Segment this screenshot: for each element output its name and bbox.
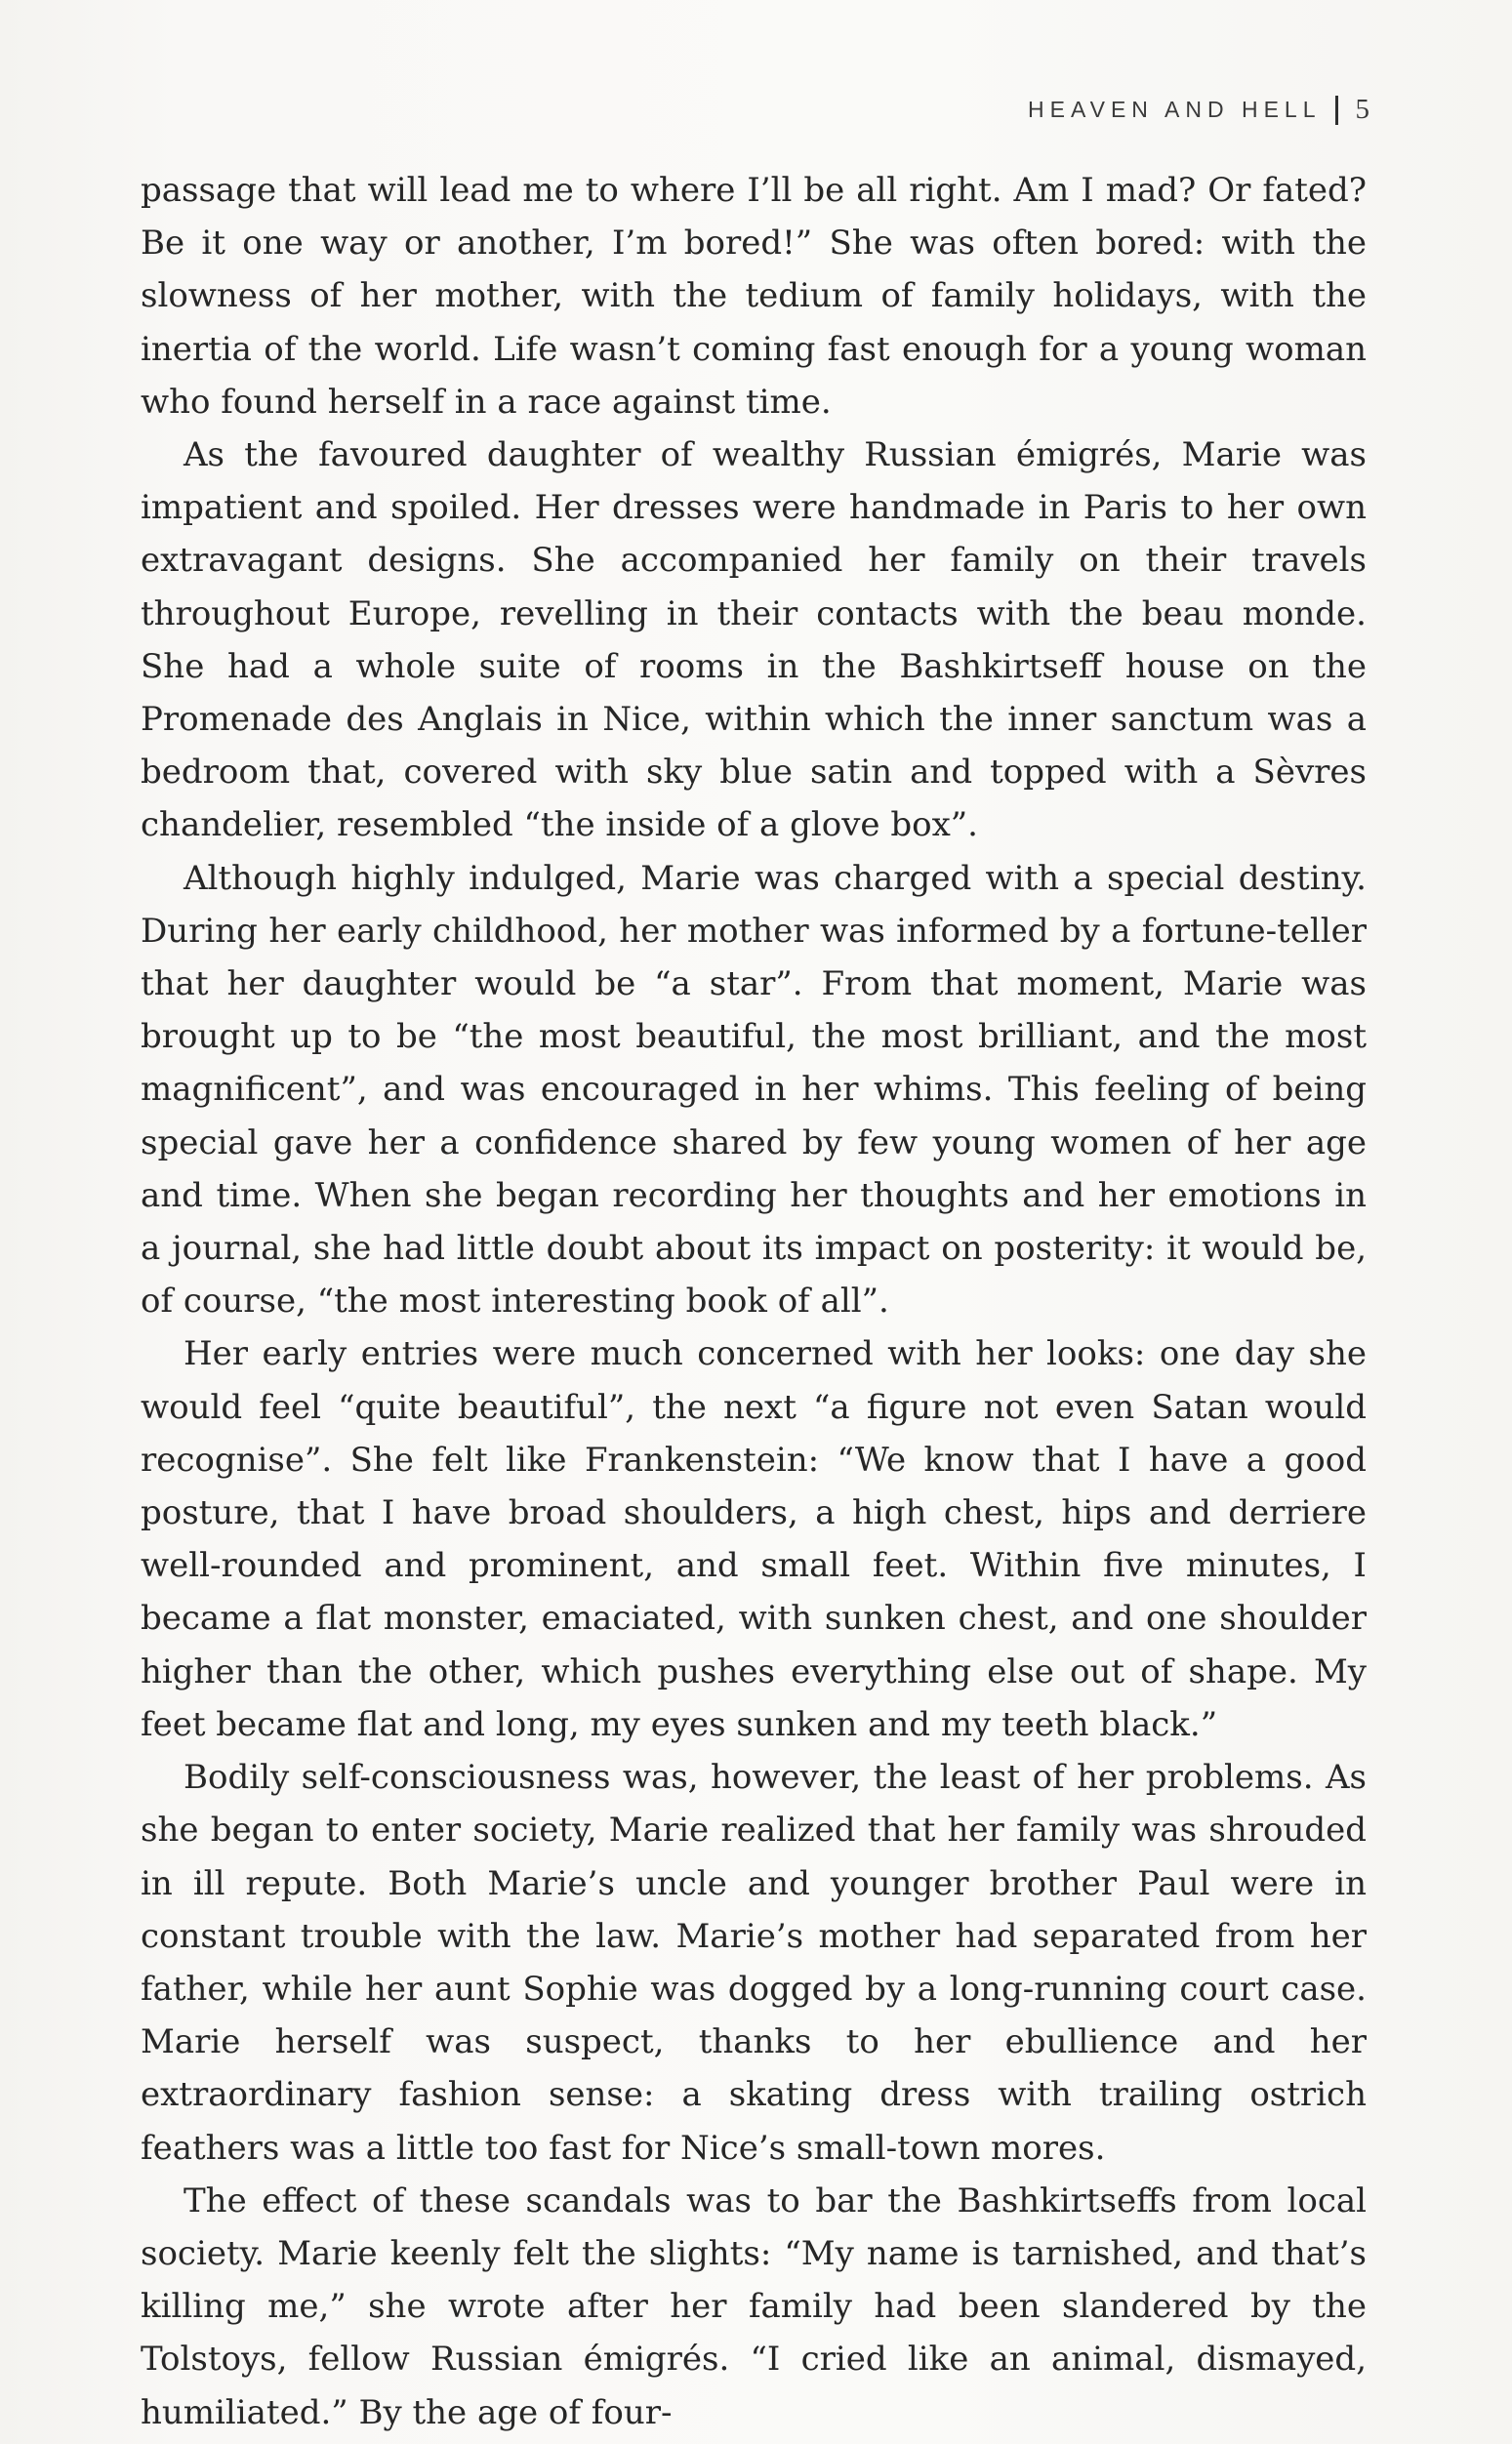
running-head <box>1028 94 1369 126</box>
running-title: HEAVEN AND HELL <box>1028 97 1322 122</box>
paragraph-4: Her early entries were much concerned with her looks: one day she would feel “quite beautiful”, the next “a figure not even Satan would recognise”. She felt like Frankenstein: “We know that I have a good posture, that I have broad shoulders, a high chest, hips and derriere well-rounded and prominent, and small feet. Within five minutes, I became a flat monster, emaciated, with sunken chest, and one shoulder higher than the other, which pushes everything else out of shape. My feet became flat and long, my eyes sunken and my teeth black.” <box>141 1334 1367 1744</box>
paragraph-5: Bodily self-consciousness was, however, the least of her problems. As she began to enter society, Marie realized that her family was shrouded in ill repute. Both Marie’s uncle and younger brother Paul were in constant trouble with the law. Marie’s mother had separated from her father, while her aunt Sophie was dogged by a long-running court case. Marie herself was suspect, thanks to her ebullience and her extraordinary fashion sense: a skating dress with trailing ostrich feathers was a little too fast for Nice’s small-town mores. <box>141 1758 1367 2168</box>
page-number: 5 <box>1355 94 1369 125</box>
paragraph-3: Although highly indulged, Marie was charged with a special destiny. During her early childhood, her mother was informed by a fortune-teller that her daughter would be “a star”. From that moment, Marie was brought up to be “the most beautiful, the most brilliant, and the most magnificent”, and was encouraged in her whims. This feeling of being special gave her a confidence shared by few young women of her age and time. When she began recording her thoughts and her emotions in a journal, she had little doubt about its impact on posterity: it would be, of course, “the most interesting book of all”. <box>141 858 1367 1322</box>
header-divider <box>1335 96 1338 125</box>
paragraph-2: As the favoured daughter of wealthy Russian émigrés, Marie was impatient and spoiled. Her dresses were handmade in Paris to her own extravagant designs. She accompanied her family on their travels throughout Europe, revelling in their contacts with the beau monde. She had a whole suite of rooms in the Bashkirtseff house on the Promenade des Anglais in Nice, within which the inner sanctum was a bedroom that, covered with sky blue satin and topped with a Sèvres chandelier, resembled “the inside of a glove box”. <box>141 435 1367 845</box>
body-text <box>141 164 1367 2439</box>
paragraph-1: passage that will lead me to where I’ll be all right. Am I mad? Or fated? Be it one way or another, I’m bored!” She was often bored: with the slowness of her mother, with the tedium of family holidays, with the inertia of the world. Life wasn’t coming fast enough for a young woman who found herself in a race against time. <box>141 171 1367 422</box>
paragraph-6: The effect of these scandals was to bar the Bashkirtseffs from local society. Marie keenly felt the slights: “My name is tarnished, and that’s killing me,” she wrote after her family had been slandered by the Tolstoys, fellow Russian émigrés. “I cried like an animal, dismayed, humiliated.” By the age of four- <box>141 2180 1367 2432</box>
